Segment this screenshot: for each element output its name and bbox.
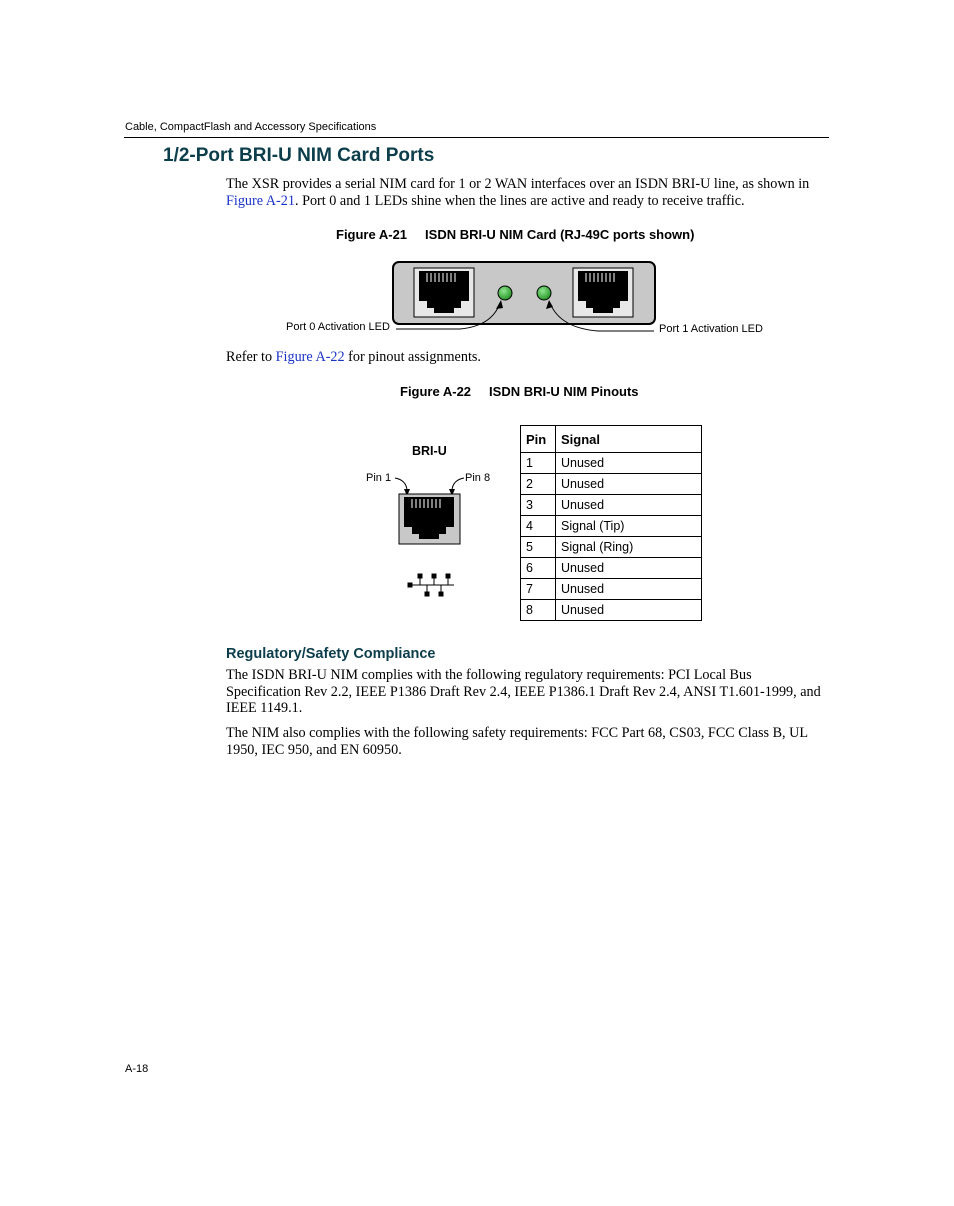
compliance-heading: Regulatory/Safety Compliance <box>226 646 436 662</box>
signal-cell: Unused <box>556 579 702 600</box>
signal-cell: Unused <box>556 453 702 474</box>
pin-cell: 3 <box>521 495 556 516</box>
signal-cell: Unused <box>556 558 702 579</box>
figure-a21-number: Figure A-21 <box>336 227 408 242</box>
pin-8-label: Pin 8 <box>465 472 491 484</box>
intro-text-1: The XSR provides a serial NIM card for 1 or 2 WAN interfaces over an ISDN BRI-U line, as shown in <box>226 176 810 192</box>
port-0-led-callout: Port 0 Activation LED <box>286 321 390 333</box>
pin-cell: 1 <box>521 453 556 474</box>
pin-cell: 4 <box>521 516 556 537</box>
column-header-signal: Signal <box>556 426 702 453</box>
refer-text-2: for pinout assignments. <box>344 349 481 365</box>
pinout-table <box>520 425 702 621</box>
table-row <box>521 453 702 474</box>
pin-8-arrow <box>452 478 464 490</box>
figure-a22-title: ISDN BRI-U NIM Pinouts <box>489 384 639 399</box>
port-1-led-callout: Port 1 Activation LED <box>659 323 763 335</box>
bri-u-label: BRI-U <box>412 444 447 458</box>
compliance-paragraph-1: The ISDN BRI-U NIM complies with the following regulatory requirements: PCI Local Bus Specification Rev 2.2, IEEE P1386 Draft Rev 2.4, IEEE P1386.1 Draft Rev 2.4, ANSI T1.601-1999, and IEEE 1149.1. <box>226 667 821 716</box>
running-header: Cable, CompactFlash and Accessory Specifications <box>125 121 377 133</box>
pin-cell: 6 <box>521 558 556 579</box>
signal-cell: Unused <box>556 474 702 495</box>
figure-a21-title: ISDN BRI-U NIM Card (RJ-49C ports shown) <box>425 227 695 242</box>
pin-1-label: Pin 1 <box>366 472 392 484</box>
table-row <box>521 516 702 537</box>
compliance-paragraph-2: The NIM also complies with the following safety requirements: FCC Part 68, CS03, FCC Class B, UL 1950, IEC 950, and EN 60950. <box>226 725 808 758</box>
pin-cell: 2 <box>521 474 556 495</box>
section-title: 1/2-Port BRI-U NIM Card Ports <box>163 145 435 166</box>
signal-cell: Unused <box>556 495 702 516</box>
signal-cell: Signal (Ring) <box>556 537 702 558</box>
figure-a22-link[interactable]: Figure A-22 <box>275 349 345 365</box>
pin-1-arrow <box>395 478 407 490</box>
figure-a22-number: Figure A-22 <box>400 384 472 399</box>
table-row <box>521 579 702 600</box>
column-header-pin: Pin <box>521 426 556 453</box>
pin-cell: 7 <box>521 579 556 600</box>
table-row <box>521 495 702 516</box>
signal-cell: Signal (Tip) <box>556 516 702 537</box>
intro-text-2: . Port 0 and 1 LEDs shine when the lines are active and ready to receive traffic. <box>294 192 745 209</box>
table-row <box>521 600 702 621</box>
signal-cell: Unused <box>556 600 702 621</box>
pin-cell: 8 <box>521 600 556 621</box>
page-number: A-18 <box>125 1063 149 1075</box>
table-header-row <box>521 426 702 453</box>
figure-a21-link[interactable]: Figure A-21 <box>226 192 295 209</box>
pin-cell: 5 <box>521 537 556 558</box>
refer-text-1: Refer to <box>226 349 276 365</box>
table-row <box>521 537 702 558</box>
network-symbol <box>408 574 454 596</box>
table-row <box>521 558 702 579</box>
table-row <box>521 474 702 495</box>
